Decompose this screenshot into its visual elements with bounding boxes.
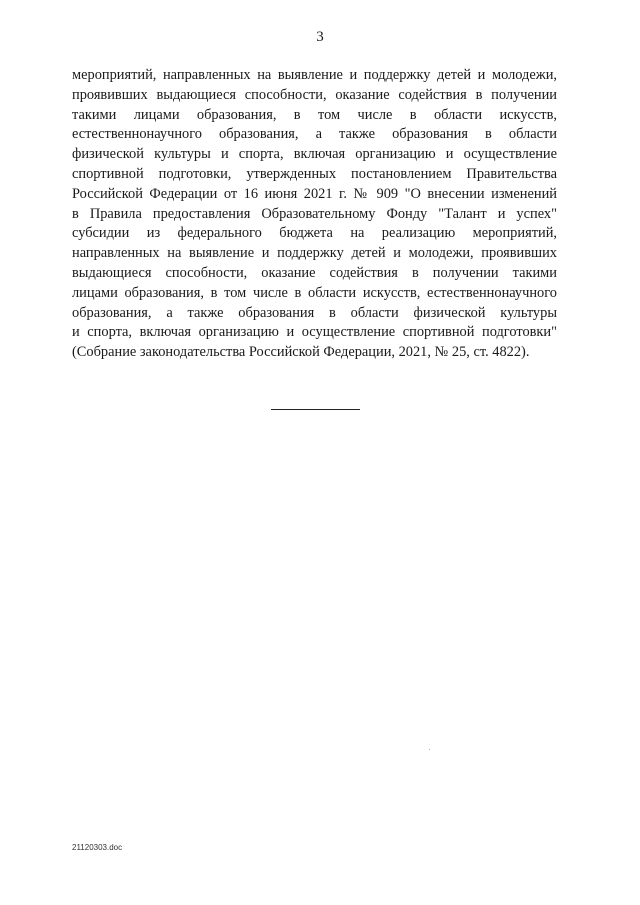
paragraph-line: и спорта, включая организацию и осуществление спортивной подготовки" [72,324,557,341]
paragraph-line: естественнонаучного образования, а также образования в области [72,126,557,143]
paragraph-line: такими лицами образования, в том числе в области искусств, [72,106,557,123]
paragraph-line: лицами образования, в том числе в области искусств, естественнонаучного [72,284,557,301]
paragraph-line: образования, а также образования в области физической культуры [72,304,557,321]
paragraph-line: мероприятий, направленных на выявление и поддержку детей и молодежи, [72,67,557,83]
paragraph-line: Российской Федерации от 16 июня 2021 г. № 909 "О внесении изменений [72,185,557,202]
paragraph-line: в Правила предоставления Образовательному Фонду "Талант и успех" [72,205,557,222]
paragraph-line: направленных на выявление и поддержку детей и молодежи, проявивших [72,245,557,262]
page-number: 3 [316,29,324,45]
body-paragraph [72,66,557,363]
end-of-text-rule [271,409,360,410]
file-name-footer: 21120303.doc [72,843,123,852]
paragraph-line: выдающиеся способности, оказание содействия в получении такими [72,264,557,281]
paragraph-line: субсидии из федерального бюджета на реализацию мероприятий, [72,225,557,242]
paragraph-line: спортивной подготовки, утвержденных постановлением Правительства [72,165,557,182]
scan-speck [429,749,430,750]
paragraph-line: проявивших выдающиеся способности, оказание содействия в получении [72,86,557,103]
paragraph-line: (Собрание законодательства Российской Федерации, 2021, № 25, ст. 4822). [72,344,530,361]
paragraph-line: физической культуры и спорта, включая организацию и осуществление [72,146,557,163]
